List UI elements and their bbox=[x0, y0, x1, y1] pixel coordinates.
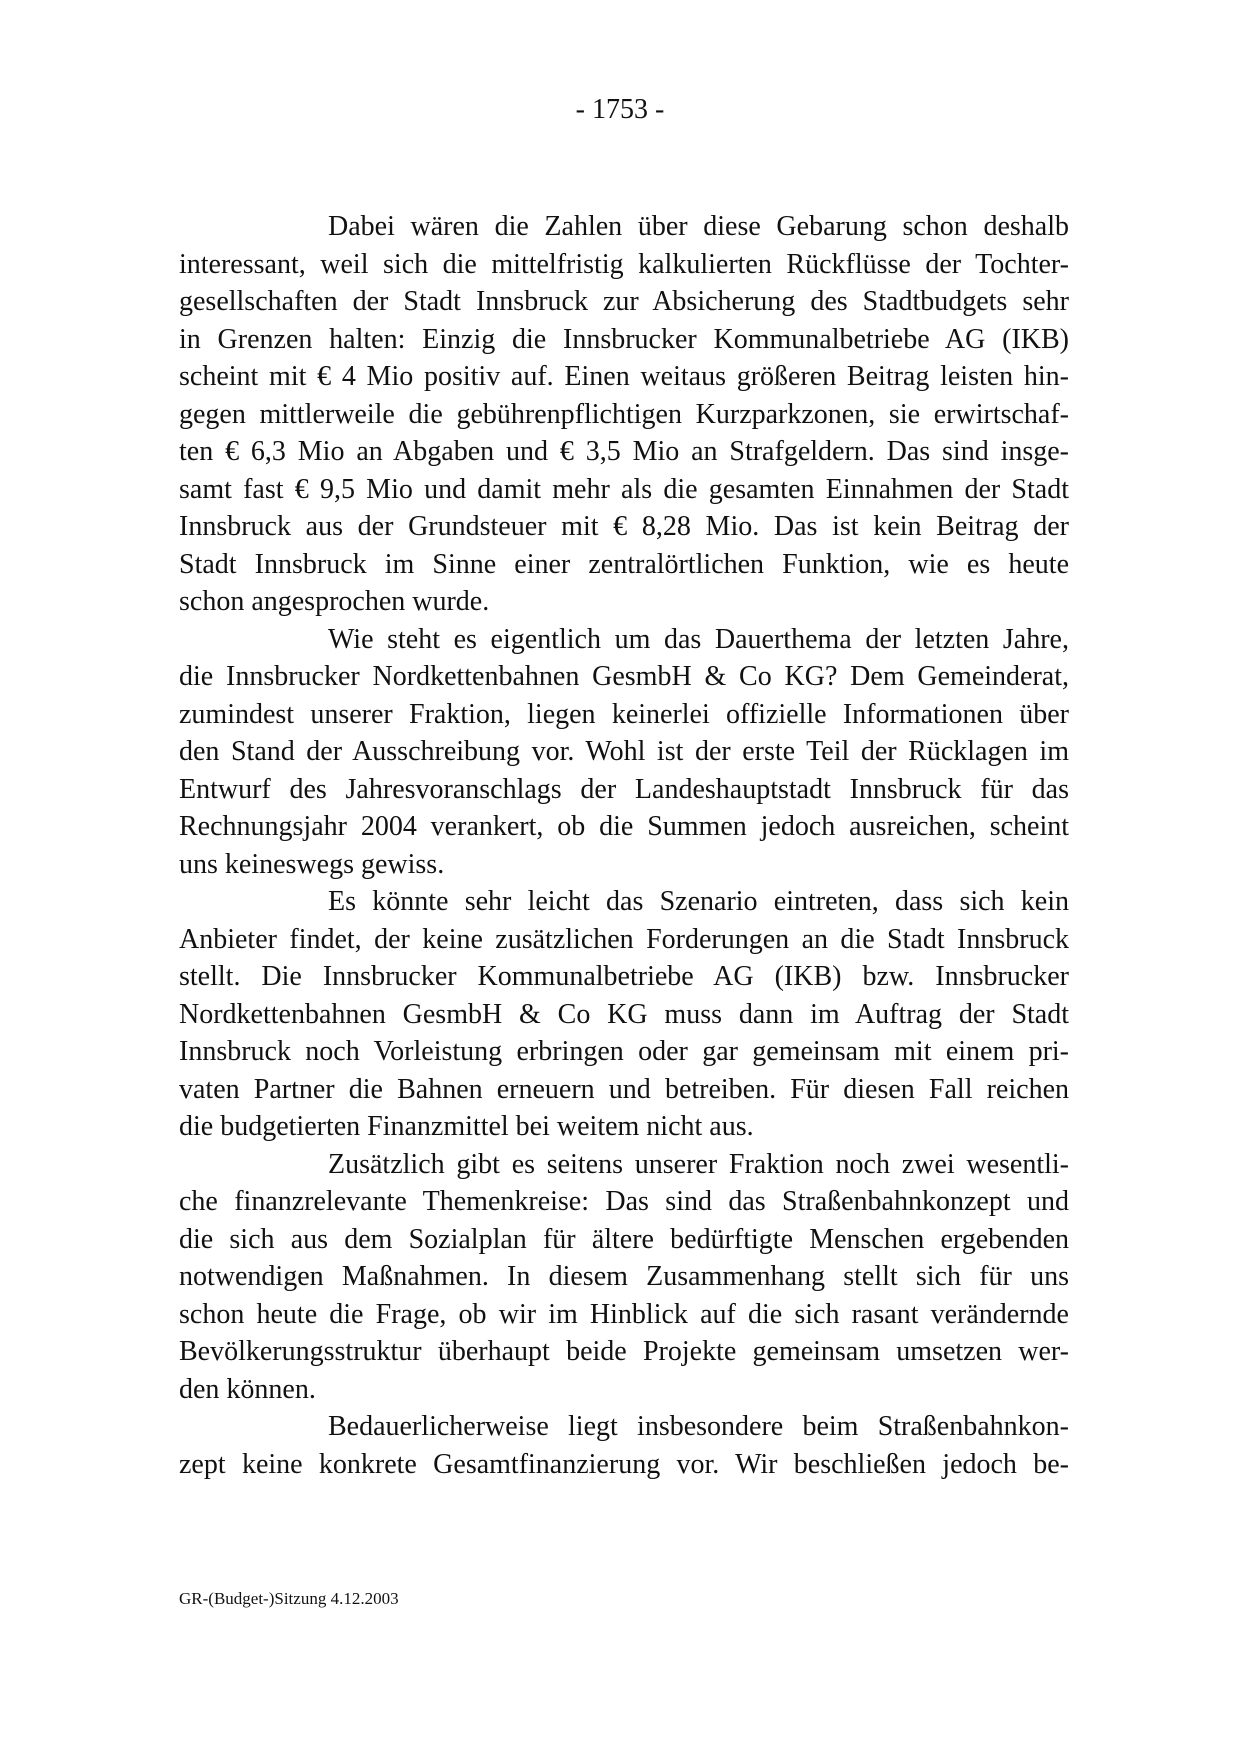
text-line: in Grenzen halten: Einzig die Innsbrucker Kommunalbetriebe AG (IKB) bbox=[179, 323, 1069, 355]
text-line: Es könnte sehr leicht das Szenario eintreten, dass sich kein bbox=[328, 886, 1069, 917]
text-line: scheint mit € 4 Mio positiv auf. Einen weitaus größeren Beitrag leisten hin- bbox=[179, 361, 1069, 392]
text-line: Dabei wären die Zahlen über diese Gebarung schon deshalb bbox=[328, 211, 1069, 242]
text-line: che finanzrelevante Themenkreise: Das sind das Straßenbahnkonzept und bbox=[179, 1186, 1069, 1217]
text-line: den Stand der Ausschreibung vor. Wohl ist der erste Teil der Rücklagen im bbox=[179, 736, 1069, 767]
text-line: Stadt Innsbruck im Sinne einer zentralörtlichen Funktion, wie es heute bbox=[179, 548, 1069, 580]
text-line: die Innsbrucker Nordkettenbahnen GesmbH & Co KG? Dem Gemeinderat, bbox=[179, 661, 1069, 692]
text-line: Innsbruck noch Vorleistung erbringen oder gar gemeinsam mit einem pri- bbox=[179, 1036, 1069, 1067]
text-line: Bedauerlicherweise liegt insbesondere beim Straßenbahnkon- bbox=[328, 1411, 1069, 1442]
text-line: die sich aus dem Sozialplan für ältere bedürftigte Menschen ergebenden bbox=[179, 1223, 1069, 1255]
text-line: schon heute die Frage, ob wir im Hinblick auf die sich rasant verändernde bbox=[179, 1298, 1069, 1330]
text-line: Zusätzlich gibt es seitens unserer Fraktion noch zwei wesentli- bbox=[328, 1148, 1069, 1180]
text-line: notwendigen Maßnahmen. In diesem Zusammenhang stellt sich für uns bbox=[179, 1261, 1069, 1292]
text-line: Wie steht es eigentlich um das Dauerthema der letzten Jahre, bbox=[328, 623, 1069, 655]
text-line: Anbieter findet, der keine zusätzlichen Forderungen an die Stadt Innsbruck bbox=[179, 923, 1069, 955]
text-line: interessant, weil sich die mittelfristig kalkulierten Rückflüsse der Tochter- bbox=[179, 248, 1069, 280]
text-line: Innsbruck aus der Grundsteuer mit € 8,28 Mio. Das ist kein Beitrag der bbox=[179, 511, 1069, 542]
text-line: vaten Partner die Bahnen erneuern und betreiben. Für diesen Fall reichen bbox=[179, 1073, 1069, 1105]
text-line: die budgetierten Finanzmittel bei weitem nicht aus. bbox=[179, 1111, 754, 1142]
text-line: Nordkettenbahnen GesmbH & Co KG muss dann im Auftrag der Stadt bbox=[179, 998, 1069, 1030]
text-line: gesellschaften der Stadt Innsbruck zur Absicherung des Stadtbudgets sehr bbox=[179, 286, 1069, 317]
paragraph bbox=[179, 621, 1069, 884]
text-line: zumindest unserer Fraktion, liegen keinerlei offizielle Informationen über bbox=[179, 698, 1069, 730]
paragraph bbox=[179, 883, 1069, 1146]
text-line: gegen mittlerweile die gebührenpflichtigen Kurzparkzonen, sie erwirtschaf- bbox=[179, 398, 1069, 430]
footer-session-label: GR-(Budget-)Sitzung 4.12.2003 bbox=[179, 1589, 399, 1608]
text-line: stellt. Die Innsbrucker Kommunalbetriebe AG (IKB) bzw. Innsbrucker bbox=[179, 961, 1069, 992]
body-text bbox=[179, 208, 1069, 1483]
text-line: den können. bbox=[179, 1373, 316, 1405]
page-number: - 1753 - bbox=[575, 94, 665, 125]
text-line: schon angesprochen wurde. bbox=[179, 586, 490, 617]
text-line: Bevölkerungsstruktur überhaupt beide Projekte gemeinsam umsetzen wer- bbox=[179, 1336, 1069, 1367]
text-line: samt fast € 9,5 Mio und damit mehr als die gesamten Einnahmen der Stadt bbox=[179, 473, 1069, 505]
paragraph bbox=[179, 208, 1069, 621]
text-line: uns keineswegs gewiss. bbox=[179, 848, 445, 880]
paragraph bbox=[179, 1408, 1069, 1483]
text-line: zept keine konkrete Gesamtfinanzierung vor. Wir beschließen jedoch be- bbox=[179, 1448, 1069, 1480]
paragraph bbox=[179, 1146, 1069, 1409]
text-line: ten € 6,3 Mio an Abgaben und € 3,5 Mio an Strafgeldern. Das sind insge- bbox=[179, 436, 1069, 467]
text-line: Entwurf des Jahresvoranschlags der Landeshauptstadt Innsbruck für das bbox=[179, 773, 1069, 805]
text-line: Rechnungsjahr 2004 verankert, ob die Summen jedoch ausreichen, scheint bbox=[179, 811, 1069, 842]
